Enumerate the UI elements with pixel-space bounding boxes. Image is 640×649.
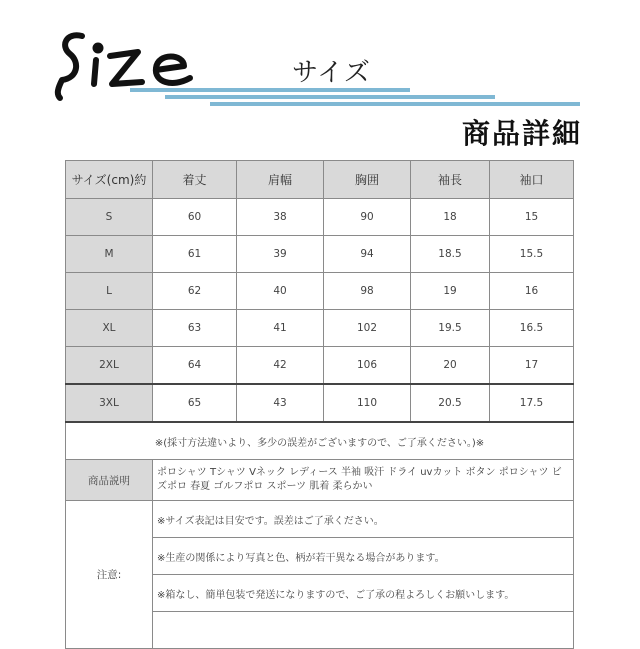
table-header-row <box>66 161 574 199</box>
table-cell: 41 <box>237 310 324 347</box>
description-text: ポロシャツ Tシャツ Vネック レディース 半袖 吸汗 ドライ uvカット ボタン ポロシャツ ビズポロ 春夏 ゴルフポロ スポーツ 肌着 柔らかい <box>153 460 574 501</box>
table-row <box>66 199 574 236</box>
table-cell: 63 <box>153 310 237 347</box>
size-label: 3XL <box>66 384 153 422</box>
table-row <box>66 310 574 347</box>
table-cell: 60 <box>153 199 237 236</box>
size-label: 2XL <box>66 347 153 385</box>
table-cell: 17.5 <box>490 384 574 422</box>
caution-item: ※サイズ表記は目安です。誤差はご了承ください。 <box>153 501 574 538</box>
header-corner: サイズ(cm)約 <box>66 161 153 199</box>
table-cell: 18.5 <box>411 236 490 273</box>
table-cell: 110 <box>324 384 411 422</box>
table-cell: 15.5 <box>490 236 574 273</box>
size-label: XL <box>66 310 153 347</box>
caution-label: 注意: <box>66 501 153 649</box>
table-cell: 94 <box>324 236 411 273</box>
table-cell: 62 <box>153 273 237 310</box>
table-cell: 15 <box>490 199 574 236</box>
accent-bar-middle <box>165 95 495 99</box>
size-logo <box>52 22 212 106</box>
table-row <box>66 273 574 310</box>
caution-item-empty <box>153 612 574 649</box>
caution-item: ※生産の関係により写真と色、柄が若干異なる場合があります。 <box>153 538 574 575</box>
header-cuff: 袖口 <box>490 161 574 199</box>
table-row <box>66 384 574 422</box>
measure-note-row <box>66 422 574 460</box>
size-label: M <box>66 236 153 273</box>
description-label: 商品説明 <box>66 460 153 501</box>
table-cell: 16 <box>490 273 574 310</box>
product-title: 商品詳細 <box>461 117 582 150</box>
size-label: S <box>66 199 153 236</box>
table-row <box>66 347 574 385</box>
table-cell: 19.5 <box>411 310 490 347</box>
size-table <box>65 160 574 649</box>
table-cell: 98 <box>324 273 411 310</box>
accent-bar-top <box>130 88 410 92</box>
table-row <box>66 236 574 273</box>
table-cell: 90 <box>324 199 411 236</box>
header-length: 着丈 <box>153 161 237 199</box>
header-shoulder: 肩幅 <box>237 161 324 199</box>
table-cell: 40 <box>237 273 324 310</box>
accent-bar-bottom <box>210 102 580 106</box>
header-sleeve-length: 袖長 <box>411 161 490 199</box>
table-cell: 106 <box>324 347 411 385</box>
table-cell: 16.5 <box>490 310 574 347</box>
table-cell: 20.5 <box>411 384 490 422</box>
table-cell: 65 <box>153 384 237 422</box>
table-cell: 17 <box>490 347 574 385</box>
header-chest: 胸囲 <box>324 161 411 199</box>
caution-item: ※箱なし、簡単包装で発送になりますので、ご了承の程よろしくお願いします。 <box>153 575 574 612</box>
subtitle: サイズ <box>292 58 371 88</box>
table-cell: 61 <box>153 236 237 273</box>
table-cell: 19 <box>411 273 490 310</box>
table-cell: 102 <box>324 310 411 347</box>
table-cell: 64 <box>153 347 237 385</box>
table-cell: 20 <box>411 347 490 385</box>
table-cell: 43 <box>237 384 324 422</box>
size-label: L <box>66 273 153 310</box>
description-row <box>66 460 574 501</box>
measure-note: ※(採寸方法違いより、多少の誤差がございますので、ご了承ください。)※ <box>66 422 574 460</box>
table-cell: 39 <box>237 236 324 273</box>
table-cell: 18 <box>411 199 490 236</box>
caution-row <box>66 501 574 538</box>
table-cell: 38 <box>237 199 324 236</box>
table-cell: 42 <box>237 347 324 385</box>
